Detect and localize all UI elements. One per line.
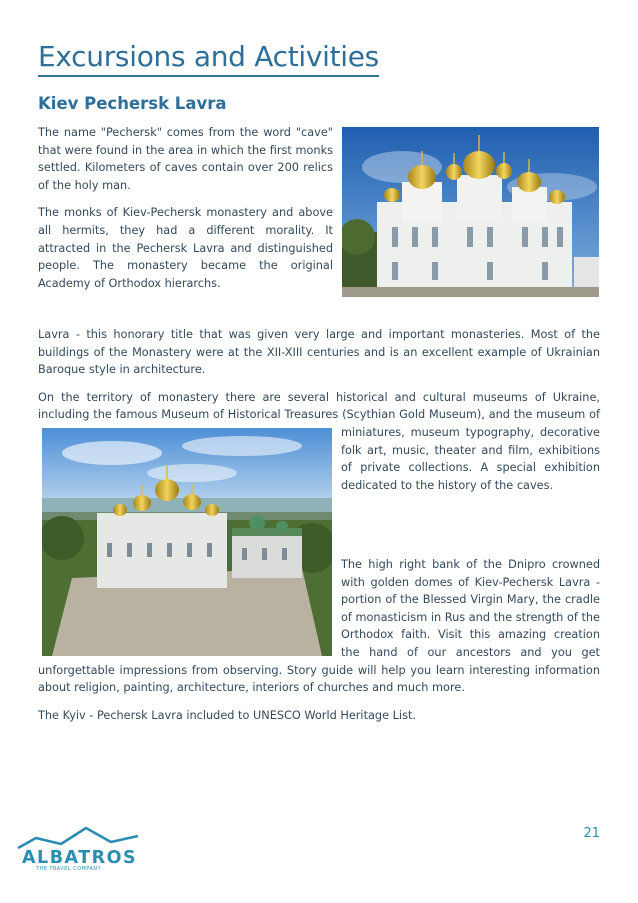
logo-tagline: THE TRAVEL COMPANY: [36, 867, 102, 872]
paragraph-1: The name "Pechersk" comes from the word "cave" that were found in the area in which the first monks settled. Kilometers of caves contain over 200 relics of the holy man.: [38, 126, 333, 192]
paragraph-4: On the territory of monastery there are several historical and cultural museums of Ukraine, including the famous Museum of Historical Treasures (Scythian Gold Museum), and the museum of miniatures, museum typography, decorative folk art, music, theater and film, exhibitions of private collections. A special exhibition dedicated to the history of the caves.: [38, 389, 600, 495]
paragraph-3: Lavra - this honorary title that was given very large and important monasteries. Most of the buildings of the Monastery were at the XII-XIII centuries and is an excellent example of Ukrainian Baroque style in architecture.: [38, 328, 600, 377]
page-heading: Excursions and Activities: [38, 40, 379, 77]
section-title: Kiev Pechersk Lavra: [38, 94, 227, 113]
photo-float-spacer-2: [38, 556, 341, 653]
logo-wordmark: ALBATROS: [22, 848, 138, 868]
paragraph-5: The high right bank of the Dnipro crowned with golden domes of Kiev-Pechersk Lavra - portion of the Blessed Virgin Mary, the cradle of monasticism in Rus and the strength of the Orthodox faith. Visit this amazing creation the hand of our ancestors and you get unforgettable impressions from observing. Story guide will help you learn interesting information about religion, painting, architecture, interiors of churches and much more.: [38, 558, 600, 695]
dnipro-text: [38, 556, 600, 734]
paragraph-6: The Kyiv - Pechersk Lavra included to UNESCO World Heritage List.: [38, 708, 416, 722]
page-number: 21: [583, 826, 600, 841]
intro-text: [38, 124, 333, 302]
paragraph-2: The monks of Kiev-Pechersk monastery and above all hermits, they had a different morality. It attracted in the Pechersk Lavra and distinguished people. The monastery became the original Academy of Orthodox hierarchs.: [38, 206, 333, 290]
cathedral-photo: [342, 127, 599, 297]
albatros-logo: [16, 826, 142, 876]
